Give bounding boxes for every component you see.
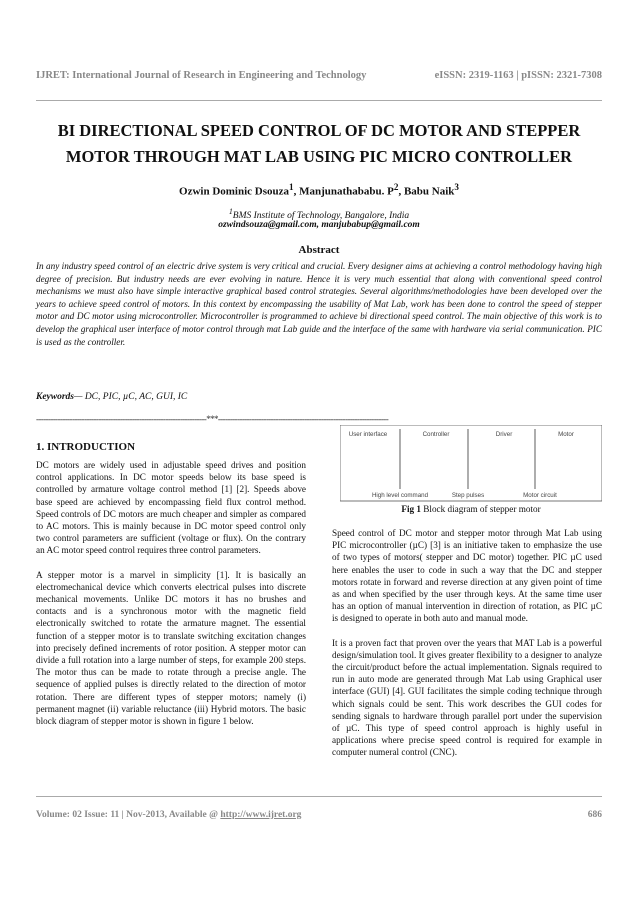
figure-caption-text: Block diagram of stepper motor — [420, 504, 541, 514]
abstract-heading: Abstract — [298, 244, 340, 256]
journal-name: IJRET: International Journal of Research in Engineering and Technology — [36, 70, 367, 81]
footer-rule — [36, 796, 602, 797]
right-paragraph-1: Speed control of DC motor and stepper motor through Mat Lab using PIC microcontroller (µC) [3] is an initiative taken to emphasize the use of two types of motors( stepper and DC motor) together. PIC µC used here enables the user to code in such a way that the DC and stepper motors rotate in forward and reverse direction at any given point of time as and when specified by the user through keys. At the same time user has an option of manual intervention in direction of rotation, as PIC µC is designed to operate in both auto and manual mode. — [332, 528, 602, 624]
abstract-text: In any industry speed control of an electric drive system is very critical and crucial. Every designer aims at achieving a control methodology having high degree of precision. But industry needs are ever evolving in nature. Hence it is very much essential that along with conventional speed control mechanisms we must also have simple interactive graphical based control strategies. Several algorithms/methodologies have been developed over the years to achieve speed control of motors. In this context by encompassing the usability of Mat Lab, work has been done to control the speed of stepper motor and DC motor using microcontroller. Microcontroller is programmed to achieve bi directional speed control. The main objective of this work is to develop the graphical user interface of motor control through mat Lab guide and the interface of the same with hardware via serial communication. PIC is used as the controller. — [36, 261, 602, 347]
author-1: Ozwin Dominic Dsouza — [179, 185, 290, 198]
signal-motor-circuit: Motor circuit — [523, 492, 557, 499]
affiliation-text: BMS Institute of Technology, Bangalore, India — [232, 211, 410, 222]
keywords-label: Keywords — [36, 392, 74, 402]
keywords — [36, 392, 187, 402]
author-3: Babu Naik — [403, 185, 455, 198]
author-list: Ozwin Dominic Dsouza$^1$, Manjunathababu. $P^2$, Babu Naik$^3$ — [179, 182, 459, 198]
author-2-sup: 2 — [393, 182, 399, 192]
signal-high-level-command: High level command — [371, 492, 429, 499]
introduction-heading: 1. INTRODUCTION — [36, 441, 136, 453]
block-user-interface: User interface — [348, 431, 388, 438]
stepper-block-diagram — [340, 425, 602, 503]
figure-label: Fig 1 — [401, 504, 421, 514]
footer-volume-text: Volume: 02 Issue: 11 | Nov-2013, Available @ — [36, 810, 221, 820]
section-divider: -----------------------------------------------------------------------***----------------------------------------------------------------------- — [36, 414, 389, 424]
page-number: 686 — [587, 810, 602, 820]
keywords-text: — DC, PIC, µC, AC, GUI, IC — [74, 392, 188, 402]
running-header — [36, 70, 602, 81]
footer-volume — [36, 810, 301, 820]
header-rule — [36, 100, 602, 101]
journal-link[interactable]: http://www.ijret.org — [220, 810, 302, 820]
block-motor: Motor — [558, 431, 574, 438]
block-controller: Controller — [422, 431, 450, 438]
figure-caption — [340, 504, 602, 514]
intro-paragraph-1: DC motors are widely used in adjustable speed drives and position control applications. In DC motor speeds below its base speed is controlled by armature voltage control method [1] [2]. Speeds above base speed are achieved by encompassing field flux control method. Speed controls of DC motors are much cheaper and simpler as compared to AC motors. This is mainly because in DC motor speed control only two control parameters are sufficient (voltage or flux). On the contrary an AC motor speed control requires three control parameters. — [36, 460, 306, 556]
paper-title — [36, 118, 602, 170]
author-emails: ozwindsouza@gmail.com, manjubabup@gmail.com — [218, 220, 420, 230]
title-line-2: MOTOR THROUGH MAT LAB USING PIC MICRO CONTROLLER — [65, 147, 573, 166]
signal-step-pulses: Step pulses — [451, 492, 485, 499]
intro-paragraph-2: A stepper motor is a marvel in simplicity [1]. It is basically an electromechanical device which converts electrical pulses into discrete mechanical movements. Unlike DC motors it has no brushes and contacts and is a synchronous motor with the magnetic field electronically switched to rotate the armature magnet. The essential function of a stepper motor is to translate switching excitation changes into precisely defined increments of rotor position. A stepper motor can divide a full rotation into a large number of steps, for example 200 steps. The motor thus can be made to rotate through a precise angle. The sequence of applied pulses is directly related to the direction of motor rotation. There are different types of stepper motors; namely (i) permanent magnet (ii) variable reluctance (iii) Hybrid motors. The basic block diagram of stepper motor is shown in figure 1 below. — [36, 569, 306, 727]
issn: eISSN: 2319-1163 | pISSN: 2321-7308 — [434, 70, 602, 81]
title-line-1: BI DIRECTIONAL SPEED CONTROL OF DC MOTOR AND STEPPER — [57, 121, 581, 140]
author-1-sup: 1 — [289, 182, 294, 192]
right-column — [332, 527, 602, 771]
right-paragraph-2: It is a proven fact that proven over the years that MAT Lab is a powerful design/simulation tool. It gives greater flexibility to a designer to analyze the circuit/product before the actual implementation. Signals required to run in auto mode are generated through Mat Lab using Graphical user interface (GUI) [4]. GUI facilitates the simple coding technique through which signals could be sent. This work describes the GUI codes for sending signals to hardware through parallel port under the supervision of µC. This type of speed control approach is highly useful in applications where precise speed control is required for example in computer numeral control (CNC). — [332, 637, 602, 758]
author-3-sup: 3 — [454, 182, 459, 192]
left-column — [36, 459, 306, 739]
running-footer — [36, 810, 602, 820]
affiliation-sup: 1 — [228, 207, 233, 216]
author-2: Manjunathababu. P — [299, 185, 394, 198]
block-driver: Driver — [495, 431, 513, 438]
